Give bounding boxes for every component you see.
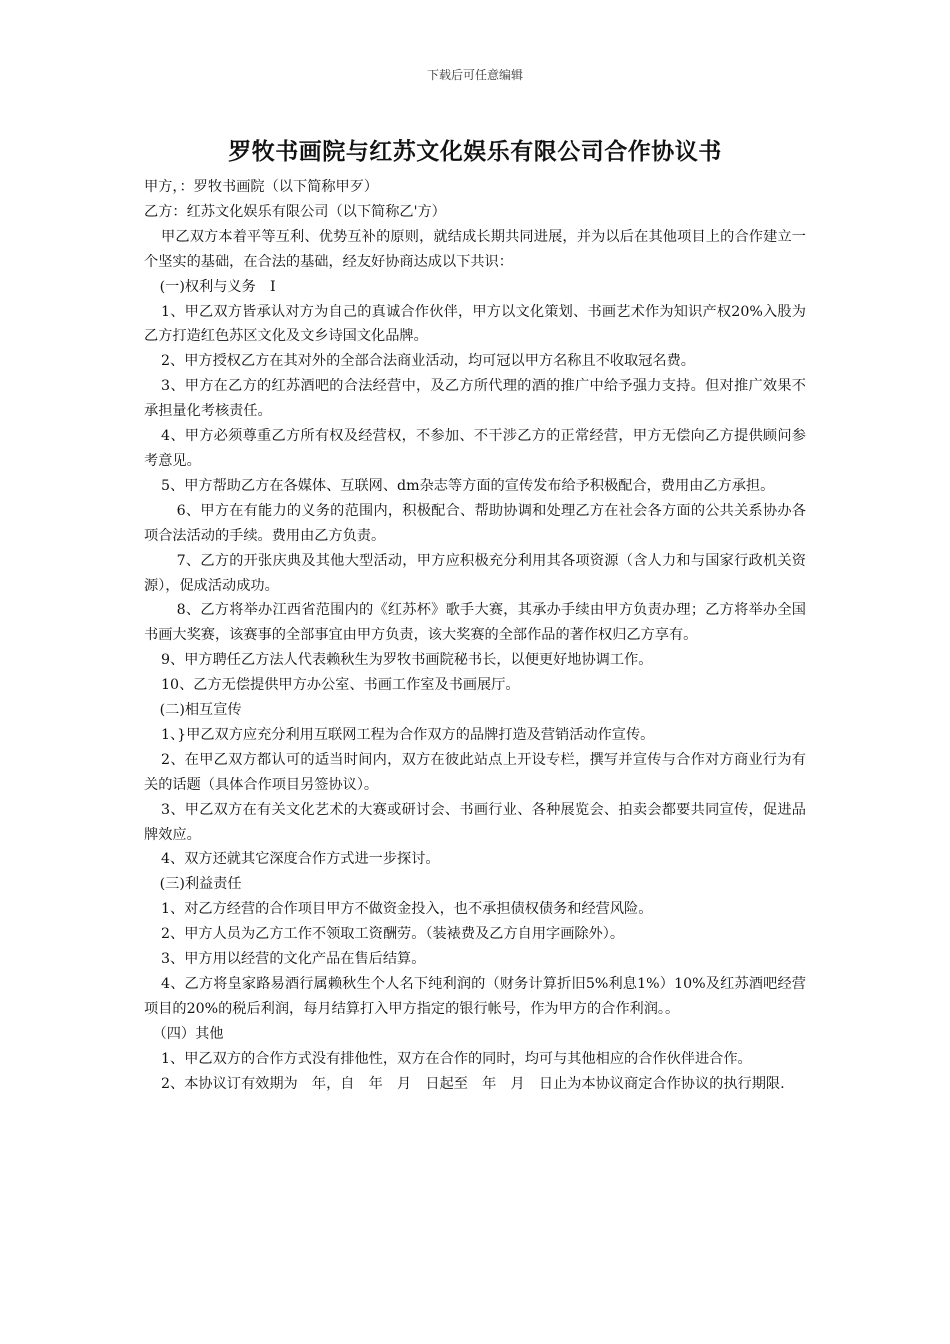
party-a-line: 甲方，：罗牧书画院（以下简称甲歹）: [144, 179, 379, 195]
clause-2-4: 4、双方还就其它深度合作方式进一步探讨。: [161, 851, 440, 868]
clause-1-6: 6、甲方在有能力的义务的范围内，积极配合、帮助协调和处理乙方在社会各方面的公共关系协办各项合法活动的手续。费用由乙方负责。: [144, 502, 806, 544]
header-note: 下载后可任意编辑: [426, 68, 523, 82]
section-heading-1: (一)权利与义务 I: [159, 278, 276, 295]
clause-1-8: 8、乙方将举办江西省范围内的《红苏杯》歌手大赛，其承办手续由甲方负责办理；乙方将举办全国书画大奖赛，该赛事的全部事宜由甲方负责，该大奖赛的全部作品的著作权归乙方享有。: [144, 602, 806, 644]
clause-2-2: 2、在甲乙双方都认可的适当时间内，双方在彼此站点上开设专栏，撰写并宣传与合作对方商业行为有关的话题（具体合作项目另签协议）。: [144, 751, 806, 793]
clause-1-5: 5、甲方帮助乙方在各媒体、互联网、dm杂志等方面的宣传发布给予积极配合，费用由乙方承担。: [161, 477, 775, 494]
section-heading-4: （四）其他: [152, 1025, 224, 1042]
document-body: [144, 175, 806, 1097]
clause-1-10: 10、乙方无偿提供甲方办公室、书画工作室及书画展厅。: [161, 677, 520, 694]
party-b-line: 乙方：红苏文化娱乐有限公司（以下简称乙'方）: [144, 203, 446, 220]
clause-1-2: 2、甲方授权乙方在其对外的全部合法商业活动，均可冠以甲方名称且不收取冠名费。: [161, 353, 695, 370]
preamble-paragraph: 甲乙双方本着平等互利、优势互补的原则，就结成长期共同进展，并为以后在其他项目上的合作建立一个坚实的基础，在合法的基础，经友好协商达成以下共识：: [144, 228, 806, 270]
clause-1-3: 3、甲方在乙方的红苏酒吧的合法经营中，及乙方所代理的酒的推广中给予强力支持。但对推广效果不承担量化考核责任。: [144, 378, 806, 420]
clause-1-1: 1、甲乙双方皆承认对方为自己的真诚合作伙伴，甲方以文化策划、书画艺术作为知识产权20%入股为乙方打造红色苏区文化及文乡诗国文化品牌。: [144, 303, 806, 345]
clause-4-1: 1、甲乙双方的合作方式没有排他性，双方在合作的同时，均可与其他相应的合作伙伴进合作。: [161, 1050, 752, 1067]
clause-1-4: 4、甲方必须尊重乙方所有权及经营权，不参加、不干涉乙方的正常经营，甲方无偿向乙方提供顾问参考意见。: [144, 428, 806, 469]
document-title: 罗牧书画院与红苏文化娱乐有限公司合作协议书: [228, 138, 722, 165]
clause-3-4: 4、乙方将皇家路易酒行属赖秋生个人名下纯利润的（财务计算折旧5%利息1%）10%及红苏酒吧经营项目的20%的税后利润，每月结算打入甲方指定的银行帐号，作为甲方的合作利润。。: [144, 976, 806, 1017]
clause-3-1: 1、对乙方经营的合作项目甲方不做资金投入，也不承担债权债务和经营风险。: [161, 901, 653, 918]
clause-4-2: 2、本协议订有效期为 年，自 年 月 日起至 年 月 日止为本协议商定合作协议的执行期限.: [161, 1075, 785, 1092]
section-heading-3: (三)利益责任: [159, 876, 242, 893]
clause-3-3: 3、甲方用以经营的文化产品在售后结算。: [161, 951, 426, 968]
clause-3-2: 2、甲方人员为乙方工作不领取工资酬劳。（装裱费及乙方自用字画除外）。: [161, 926, 625, 943]
clause-1-7: 7、乙方的开张庆典及其他大型活动，甲方应积极充分利用其各项资源（含人力和与国家行政机关资源），促成活动成功。: [144, 552, 806, 594]
clause-2-3: 3、甲乙双方在有关文化艺术的大赛或研讨会、书画行业、各种展览会、拍卖会都要共同宣传，促进品牌效应。: [144, 801, 806, 843]
section-heading-2: (二)相互宣传: [159, 702, 242, 719]
clause-2-1: 1、}甲乙双方应充分利用互联网工程为合作双方的品牌打造及营销活动作宣传。: [161, 726, 655, 743]
clause-1-9: 9、甲方聘任乙方法人代表赖秋生为罗牧书画院秘书长，以便更好地协调工作。: [161, 652, 653, 669]
